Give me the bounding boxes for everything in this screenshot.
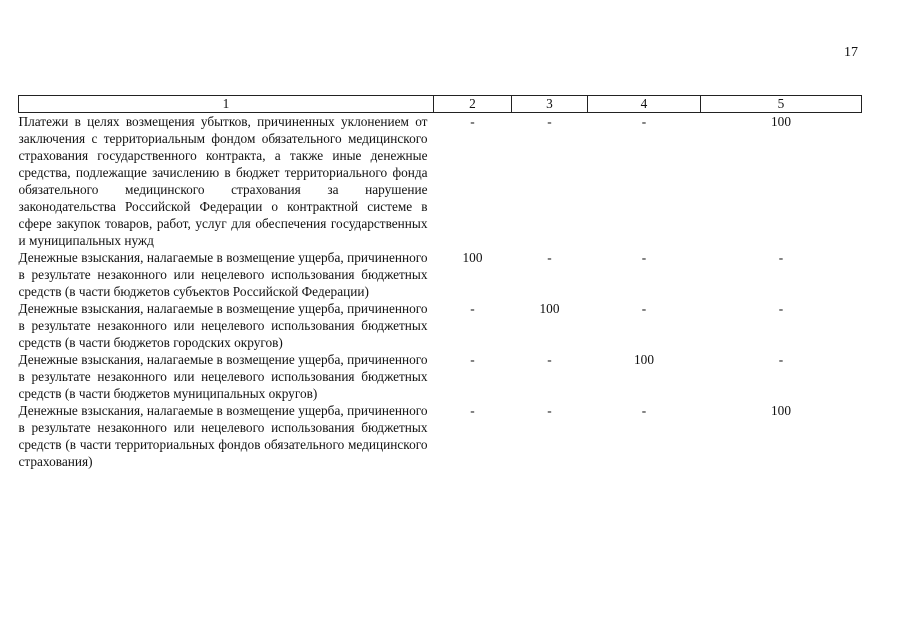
row-description: Денежные взыскания, налагаемые в возмещение ущерба, причиненного в результате незаконного или нецелевого использования бюджетных средств (в части бюджетов городских округов) bbox=[18, 301, 428, 350]
column-header-1: 1 bbox=[19, 96, 434, 113]
row-value-col4: - bbox=[641, 250, 647, 265]
table-header-row bbox=[19, 96, 862, 113]
row-value-col3: 100 bbox=[539, 301, 560, 316]
budget-distribution-table bbox=[18, 95, 862, 470]
row-description: Денежные взыскания, налагаемые в возмещение ущерба, причиненного в результате незаконного или нецелевого использования бюджетных средств (в части бюджетов субъектов Российской Федерации) bbox=[18, 250, 428, 299]
row-value-col3: - bbox=[547, 352, 552, 367]
table-row bbox=[19, 249, 862, 300]
row-value-col3: - bbox=[547, 250, 552, 265]
table-row bbox=[19, 402, 862, 470]
row-value-col2: 100 bbox=[462, 250, 483, 265]
row-value-col3: - bbox=[547, 114, 552, 129]
row-value-col4: 100 bbox=[634, 352, 654, 367]
column-header-2: 2 bbox=[434, 96, 512, 113]
row-value-col5: 100 bbox=[771, 403, 791, 418]
row-value-col5: 100 bbox=[771, 114, 791, 129]
row-description: Денежные взыскания, налагаемые в возмещение ущерба, причиненного в результате незаконного или нецелевого использования бюджетных средств (в части территориальных фондов обязательного медицинского страхования) bbox=[18, 403, 428, 469]
row-value-col2: - bbox=[470, 403, 475, 418]
table-row bbox=[19, 113, 862, 250]
column-header-4: 4 bbox=[588, 96, 701, 113]
column-header-3: 3 bbox=[512, 96, 588, 113]
row-value-col5: - bbox=[778, 250, 784, 265]
table-row bbox=[19, 300, 862, 351]
row-description: Денежные взыскания, налагаемые в возмещение ущерба, причиненного в результате незаконного или нецелевого использования бюджетных средств (в части бюджетов муниципальных округов) bbox=[18, 352, 428, 401]
column-header-5: 5 bbox=[701, 96, 862, 113]
page-number: 17 bbox=[844, 45, 858, 60]
row-value-col5: - bbox=[778, 352, 784, 367]
row-value-col2: - bbox=[470, 114, 475, 129]
row-value-col4: - bbox=[641, 114, 647, 129]
row-value-col5: - bbox=[778, 301, 784, 316]
table-row bbox=[19, 351, 862, 402]
row-description: Платежи в целях возмещения убытков, причиненных уклонением от заключения с территориальным фондом обязательного медицинского страхования государственного контракта, а также иные денежные средства, подлежащие зачислению в бюджет территориального фонда обязательного медицинского страхования за нарушение законодательства Российской Федерации о контрактной системе в сфере закупок товаров, работ, услуг для обеспечения государственных и муниципальных нужд bbox=[18, 114, 428, 248]
row-value-col4: - bbox=[641, 403, 647, 418]
row-value-col2: - bbox=[470, 301, 475, 316]
row-value-col4: - bbox=[641, 301, 647, 316]
row-value-col2: - bbox=[470, 352, 475, 367]
row-value-col3: - bbox=[547, 403, 552, 418]
